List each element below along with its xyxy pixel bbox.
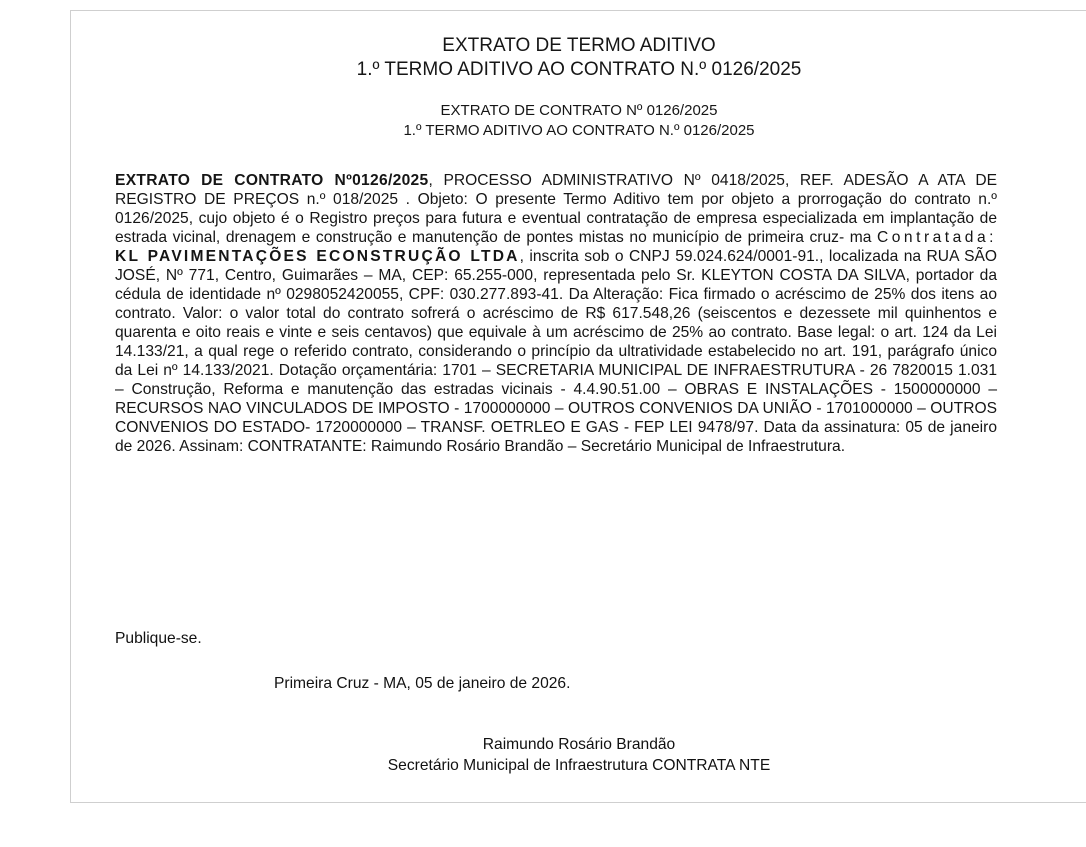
signatory-name: Raimundo Rosário Brandão xyxy=(482,736,676,753)
signatory-role: Secretário Municipal de Infraestrutura CONTRATA NTE xyxy=(387,757,771,774)
document-page xyxy=(70,10,1086,803)
contract-lead-bold: EXTRATO DE CONTRATO Nº0126/2025 xyxy=(115,172,429,189)
company-name-bold: KL PAVIMENTAÇÕES ECONSTRUÇÃO LTDA xyxy=(115,248,520,265)
contract-text-2: , inscrita sob o CNPJ 59.024.624/0001-91., localizada na RUA SÃO JOSÉ, Nº 771, Centro, Guimarães – MA, CEP: 65.255-000, representada pelo Sr. KLEYTON COSTA DA SILVA, portador da cédula de identidade nº 0298052420055, CPF: 030.277.893-41. Da Alteração: Fica firmado o acréscimo de 25% dos itens ao contrato. Valor: o valor total do contrato sofrerá o acréscimo de R$ 617.548,26 (seiscentos e dezessete mil quinhentos e quarenta e oito reais e vinte e seis centavos) que equivale à um acréscimo de 25% ao contrato. Base legal: o art. 124 da Lei 14.133/21, a qual rege o referido contrato, considerando o princípio da ultratividade estabelecido no art. 191, parágrafo único da Lei nº 14.133/2021. Dotação orçamentária: 1701 – SECRETARIA MUNICIPAL DE INFRAESTRUTURA - 26 7820015 1.031 – Construção, Reforma e manutenção das estradas vicinais - 4.4.90.51.00 – OBRAS E INSTALAÇÕES - 1500000000 – RECURSOS NAO VINCULADOS DE IMPOSTO - 1700000000 – OUTROS CONVENIOS DA UNIÃO - 1701000000 – OUTROS CONVENIOS DO ESTADO- 1720000000 – TRANSF. OETRLEO E GAS - FEP LEI 9478/97. Data da assinatura: 05 de janeiro de 2026. Assinam: CONTRATANTE: Raimundo Rosário Brandão – Secretário Municipal de Infraestrutura. xyxy=(115,248,997,455)
place-and-date: Primeira Cruz - MA, 05 de janeiro de 2026. xyxy=(274,675,571,692)
contract-text-1: , PROCESSO ADMINISTRATIVO Nº 0418/2025, REF. ADESÃO A ATA DE REGISTRO DE PREÇOS n.º 018/2025 . Objeto: O presente Termo Aditivo tem por objeto a prorrogação do contrato n.º 0126/2025, cujo objeto é o Registro preços para futura e eventual contratação de empresa especializada em implantação de estrada vicinal, drenagem e construção e manutenção de pontes mistas no município de primeira cruz- ma xyxy=(115,172,998,246)
document-subtitle-amendment: 1.º TERMO ADITIVO AO CONTRATO N.º 0126/2025 xyxy=(403,122,755,139)
document-subtitle: EXTRATO DE CONTRATO Nº 0126/2025 xyxy=(440,102,718,119)
document-title: EXTRATO DE TERMO ADITIVO xyxy=(442,35,716,56)
contract-body-paragraph xyxy=(115,171,997,456)
contratada-label: Contratada: xyxy=(877,229,997,246)
document-title-amendment: 1.º TERMO ADITIVO AO CONTRATO N.º 0126/2025 xyxy=(356,59,802,80)
publique-se-note: Publique-se. xyxy=(115,630,202,647)
